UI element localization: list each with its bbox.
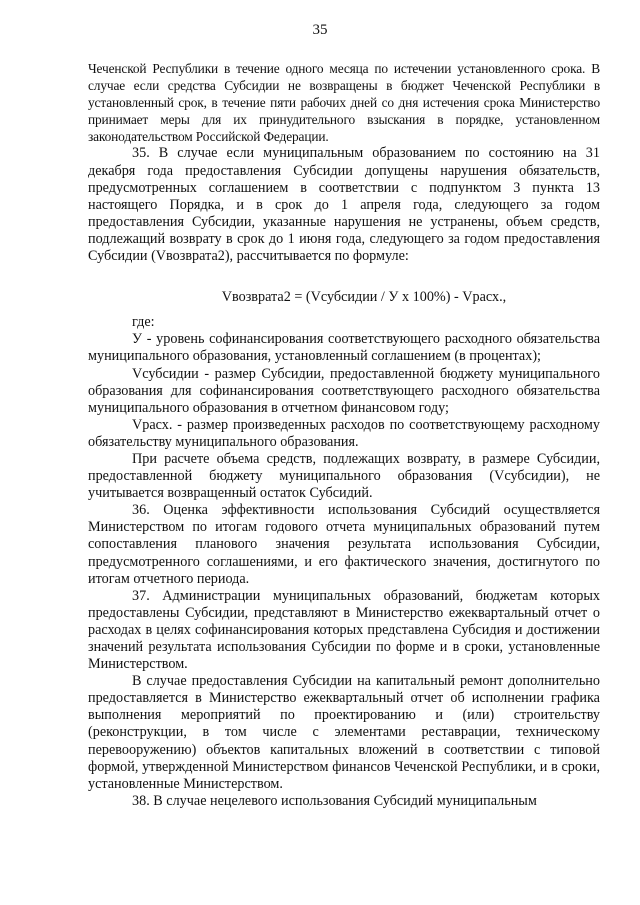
formula: Vвозврата2 = (Vсубсидии / У х 100%) - Vрасх.,	[221, 289, 507, 306]
paragraph-continuation: Чеченской Республики в течение одного месяца по истечении установленного срока. В случае если средства Субсидии не возвращены в бюджет Чеченской Республики в установленный срок, в течение пяти рабочих дней со дня истечения срока Министерство принимает меры для их принудительного взыскания в порядке, установленном законодательством Российской Федерации.	[88, 61, 600, 145]
paragraph-36: 36. Оценка эффективности использования Субсидий осуществляется Министерством по итогам годового отчета муниципальных образований путем сопоставления планового значения результата использования Субсидии, предусмотренного соглашениями, и его фактического значения, достигнутого по итогам отчетного периода.	[88, 502, 600, 587]
definition-u: У - уровень софинансирования соответствующего расходного обязательства муниципального образования, установленный соглашением (в процентах);	[88, 331, 600, 365]
definition-vsubsidii: Vсубсидии - размер Субсидии, предоставленной бюджету муниципального образования для софинансирования соответствующего расходного обязательства муниципального образования в отчетном финансовом году;	[88, 365, 600, 416]
definition-vrash: Vрасх. - размер произведенных расходов по соответствующему расходному обязательству муниципального образования.	[88, 416, 600, 450]
paragraph-35: 35. В случае если муниципальным образованием по состоянию на 31 декабря года предоставления Субсидии допущены нарушения обязательств, предусмотренных соглашением в соответствии с подпунктом 3 пункта 13 настоящего Порядка, и в срок до 1 апреля года, следующего за годом предоставления Субсидии, указанные нарушения не устранены, объем средств, подлежащий возврату в срок до 1 июня года, следующего за годом предоставления Субсидии (Vвозврата2), рассчитывается по формуле:	[88, 145, 600, 265]
formula-where-label: где:	[132, 314, 155, 331]
paragraph-remainder-note: При расчете объема средств, подлежащих возврату, в размере Субсидии, предоставленной бюджету муниципального образования (Vсубсидии), не учитывается возвращенный остаток Субсидий.	[88, 450, 600, 502]
paragraph-37: 37. Администрации муниципальных образований, бюджетам которых предоставлены Субсидии, представляют в Министерство ежеквартальный отчет о расходах в целях софинансирования которых представлена Субсидия и достижении значений результата использования Субсидии по форме и в сроки, установленные Министерством.	[88, 587, 600, 673]
page-number: 35	[312, 22, 328, 38]
paragraph-capital-repair: В случае предоставления Субсидии на капитальный ремонт дополнительно предоставляется в Министерство ежеквартальный отчет об исполнении графика выполнения мероприятий по проектированию и (или) строительству (реконструкции, в том числе с элементами реставрации, техническому перевооружению) объектов капитальных вложений в соответствии с типовой формой, утвержденной Министерством финансов Чеченской Республики, и в сроки, установленные Министерством.	[88, 673, 600, 792]
document-body	[88, 60, 600, 810]
paragraph-38: 38. В случае нецелевого использования Субсидий муниципальным	[132, 792, 537, 809]
